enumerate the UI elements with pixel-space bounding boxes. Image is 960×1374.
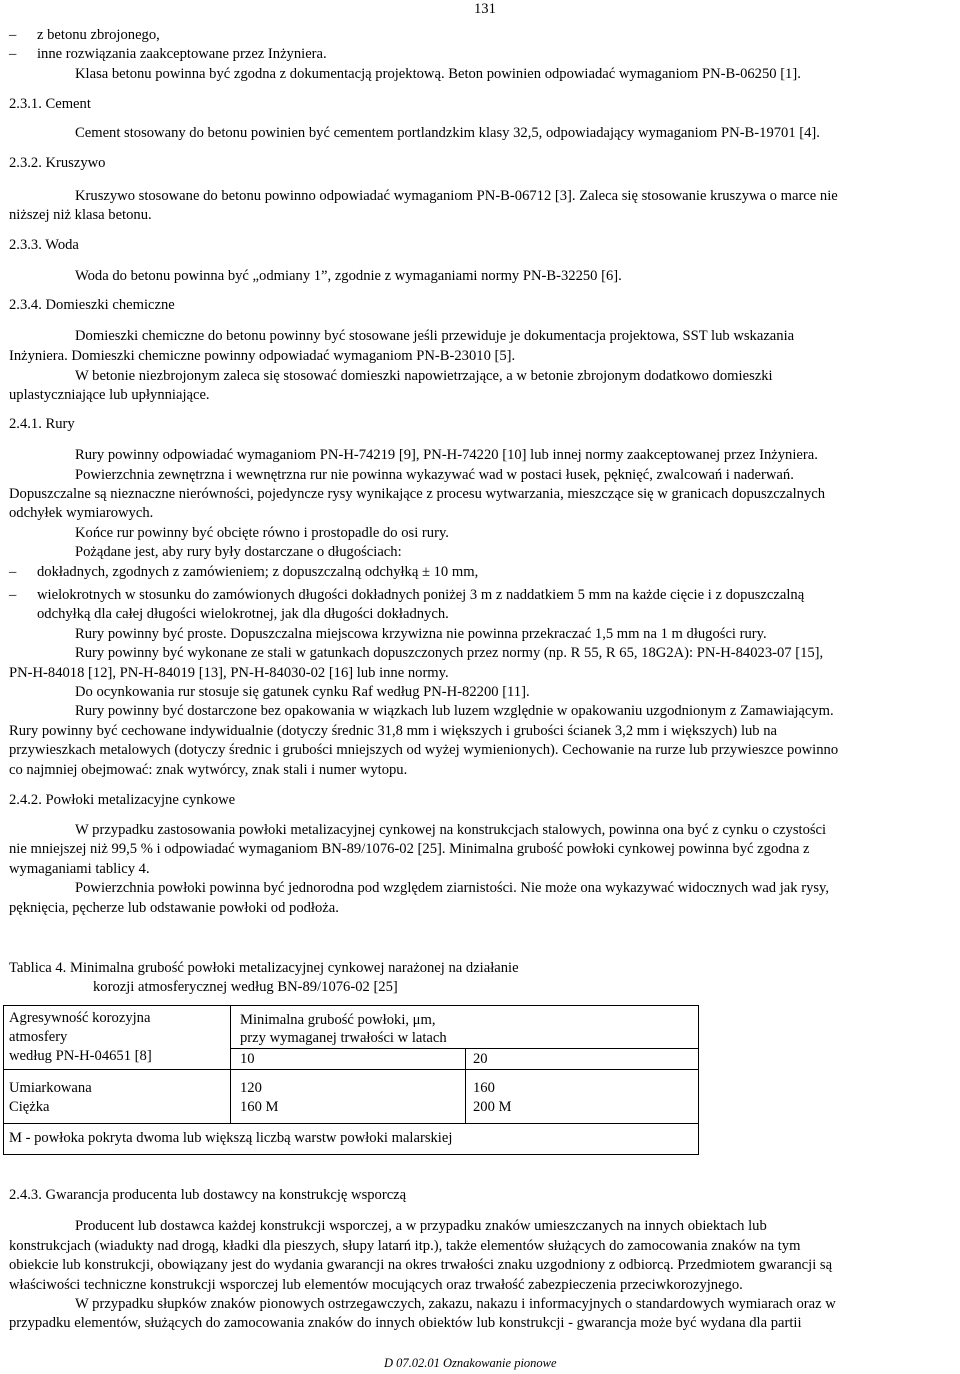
bullet-item: dokładnych, zgodnych z zamówieniem; z dopuszczalną odchyłką ± 10 mm, (37, 564, 479, 580)
section-heading: 2.3.2. Kruszywo (9, 155, 106, 171)
table-4 (0, 1005, 700, 1155)
paragraph-line: W betonie niezbrojonym zaleca się stosować domieszki napowietrzające, a w betonie zbrojonym dodatkowo domieszki (75, 368, 773, 384)
paragraph-line: Woda do betonu powinna być „odmiany 1”, zgodnie z wymaganiami normy PN-B-32250 [6]. (75, 268, 622, 284)
table-header-cell: według PN-H-04651 [8] (9, 1048, 152, 1064)
table-header-cell: atmosfery (9, 1029, 68, 1045)
table-header-cell: Agresywność korozyjna (9, 1010, 151, 1026)
paragraph-line: nie mniejszej niż 99,5 % i odpowiadać wymaganiom BN-89/1076-02 [25]. Minimalna grubość powłoki cynkowej powinna być zgodna z (9, 841, 810, 857)
paragraph-line: Klasa betonu powinna być zgodna z dokumentacją projektową. Beton powinien odpowiadać wymaganiom PN-B-06250 [1]. (75, 66, 801, 82)
paragraph-line: Końce rur powinny być obcięte równo i prostopadle do osi rury. (75, 525, 449, 541)
paragraph-line: Dopuszczalne są nieznaczne nierówności, pojedyncze rysy wynikające z procesu wytwarzania, mieszczące się w granicach dopuszczalnych (9, 486, 826, 502)
paragraph-line: przywieszkach metalowych (dotyczy średnic i grubości mniejszych od wyżej wymienionych). Cechowanie na rurze lub przywieszce powinno (9, 742, 839, 758)
bullet-item: inne rozwiązania zaakceptowane przez Inżyniera. (37, 46, 327, 62)
bullet-item: odchyłką dla całej długości wielokrotnej, jak dla długości dokładnych. (37, 606, 449, 622)
paragraph-line: PN-H-84018 [12], PN-H-84019 [13], PN-H-84030-02 [16] lub inne normy. (9, 665, 449, 681)
page-number: 131 (474, 1, 496, 17)
table-header-cell: 10 (240, 1051, 255, 1067)
table-header-cell: przy wymaganej trwałości w latach (240, 1030, 447, 1046)
table-caption: korozji atmosferycznej według BN-89/1076-02 [25] (93, 979, 398, 995)
paragraph-line: przypadku elementów, służących do zamocowania znaków do innych obiektów lub konstrukcji - gwarancja może być wydana dla partii (9, 1315, 802, 1331)
paragraph-line: Rury powinny być dostarczone bez opakowania w wiązkach lub luzem względnie w opakowaniu uzgodnionym z Zamawiającym. (75, 703, 834, 719)
section-heading: 2.3.1. Cement (9, 96, 91, 112)
bullet-dash: – (9, 564, 17, 580)
paragraph-line: W przypadku słupków znaków pionowych ostrzegawczych, zakazu, nakazu i informacyjnych o standardowych wymiarach oraz w (75, 1296, 836, 1312)
section-heading: 2.4.2. Powłoki metalizacyjne cynkowe (9, 792, 236, 808)
paragraph-line: Kruszywo stosowane do betonu powinno odpowiadać wymaganiom PN-B-06712 [3]. Zaleca się stosowanie kruszywa o marce nie (75, 188, 838, 204)
bullet-item: z betonu zbrojonego, (37, 27, 160, 43)
table-cell: 160 M (240, 1099, 279, 1115)
paragraph-line: co najmniej obejmować: znak wytwórcy, znak stali i numer wytopu. (9, 762, 408, 778)
paragraph-line: Pożądane jest, aby rury były dostarczane o długościach: (75, 544, 402, 560)
paragraph-line: właściwości techniczne konstrukcji wsporczej lub elementów mocujących oraz trwałość zabezpieczenia przeciwkorozyjnego. (9, 1277, 743, 1293)
table-cell: 160 (473, 1080, 495, 1096)
paragraph-line: uplastyczniające lub upłynniające. (9, 387, 210, 403)
table-divider (3, 1069, 698, 1070)
paragraph-line: Domieszki chemiczne do betonu powinny być stosowane jeśli przewiduje je dokumentacja projektowa, SST lub wskazania (75, 328, 795, 344)
page-footer: D 07.02.01 Oznakowanie pionowe (384, 1356, 557, 1370)
paragraph-line: Rury powinny być cechowane indywidualnie (dotyczy średnic 31,8 mm i większych i grubości ścianek 3,2 mm i większych) lub na (9, 723, 778, 739)
table-cell: Umiarkowana (9, 1080, 92, 1096)
paragraph-line: Do ocynkowania rur stosuje się gatunek cynku Raf według PN-H-82200 [11]. (75, 684, 530, 700)
bullet-dash: – (9, 46, 17, 62)
paragraph-line: W przypadku zastosowania powłoki metalizacyjnej cynkowej na konstrukcjach stalowych, powinna ona być z cynku o czystości (75, 822, 827, 838)
paragraph-line: wymaganiami tablicy 4. (9, 861, 150, 877)
section-heading: 2.4.1. Rury (9, 416, 75, 432)
table-divider (230, 1048, 698, 1049)
table-cell: 120 (240, 1080, 262, 1096)
paragraph-line: obiekcie lub konstrukcji, obowiązany jest do wydania gwarancji na okres trwałości znaku uzgodniony z odbiorcą. Przedmiotem gwarancji są (9, 1257, 833, 1273)
table-cell: Ciężka (9, 1099, 50, 1115)
table-header-cell: 20 (473, 1051, 488, 1067)
paragraph-line: Rury powinny być proste. Dopuszczalna miejscowa krzywizna nie powinna przekraczać 1,5 mm na 1 m długości rury. (75, 626, 767, 642)
table-note: M - powłoka pokryta dwoma lub większą liczbą warstw powłoki malarskiej (9, 1130, 453, 1146)
table-caption: Tablica 4. Minimalna grubość powłoki metalizacyjnej cynkowej narażonej na działanie (9, 960, 519, 976)
section-heading: 2.3.4. Domieszki chemiczne (9, 297, 175, 313)
table-divider (3, 1123, 698, 1124)
paragraph-line: Inżyniera. Domieszki chemiczne powinny odpowiadać wymaganiom PN-B-23010 [5]. (9, 348, 516, 364)
table-divider (465, 1048, 466, 1123)
paragraph-line: pęknięcia, pęcherze lub odstawanie powłoki od podłoża. (9, 900, 339, 916)
section-heading: 2.3.3. Woda (9, 237, 79, 253)
paragraph-line: Producent lub dostawca każdej konstrukcji wsporczej, a w przypadku znaków umieszczanych na innych obiektach lub (75, 1218, 767, 1234)
table-divider (230, 1005, 231, 1123)
paragraph-line: Cement stosowany do betonu powinien być cementem portlandzkim klasy 32,5, odpowiadający wymaganiom PN-B-19701 [4]. (75, 125, 820, 141)
table-header-cell: Minimalna grubość powłoki, μm, (240, 1012, 436, 1028)
paragraph-line: niższej niż klasa betonu. (9, 207, 152, 223)
paragraph-line: odchyłek wymiarowych. (9, 505, 154, 521)
paragraph-line: Rury powinny być wykonane ze stali w gatunkach dopuszczonych przez normy (np. R 55, R 65, 18G2A): PN-H-84023-07 [15], (75, 645, 824, 661)
paragraph-line: Powierzchnia powłoki powinna być jednorodna pod względem ziarnistości. Nie może ona wykazywać widocznych wad jak rysy, (75, 880, 830, 896)
paragraph-line: Powierzchnia zewnętrzna i wewnętrzna rur nie powinna wykazywać wad w postaci łusek, pęknięć, zwalcowań i naderwań. (75, 467, 794, 483)
paragraph-line: konstrukcjach (wiadukty nad drogą, kładki dla pieszych, słupy latarń itp.), także elementów służących do zamocowania znaków na tym (9, 1238, 801, 1254)
bullet-dash: – (9, 587, 17, 603)
bullet-dash: – (9, 27, 17, 43)
table-cell: 200 M (473, 1099, 512, 1115)
paragraph-line: Rury powinny odpowiadać wymaganiom PN-H-74219 [9], PN-H-74220 [10] lub innej normy zaakceptowanej przez Inżyniera. (75, 447, 818, 463)
bullet-item: wielokrotnych w stosunku do zamówionych długości dokładnych poniżej 3 m z naddatkiem 5 mm na każde cięcie i z dopuszczalną (37, 587, 805, 603)
section-heading: 2.4.3. Gwarancja producenta lub dostawcy na konstrukcję wsporczą (9, 1187, 407, 1203)
